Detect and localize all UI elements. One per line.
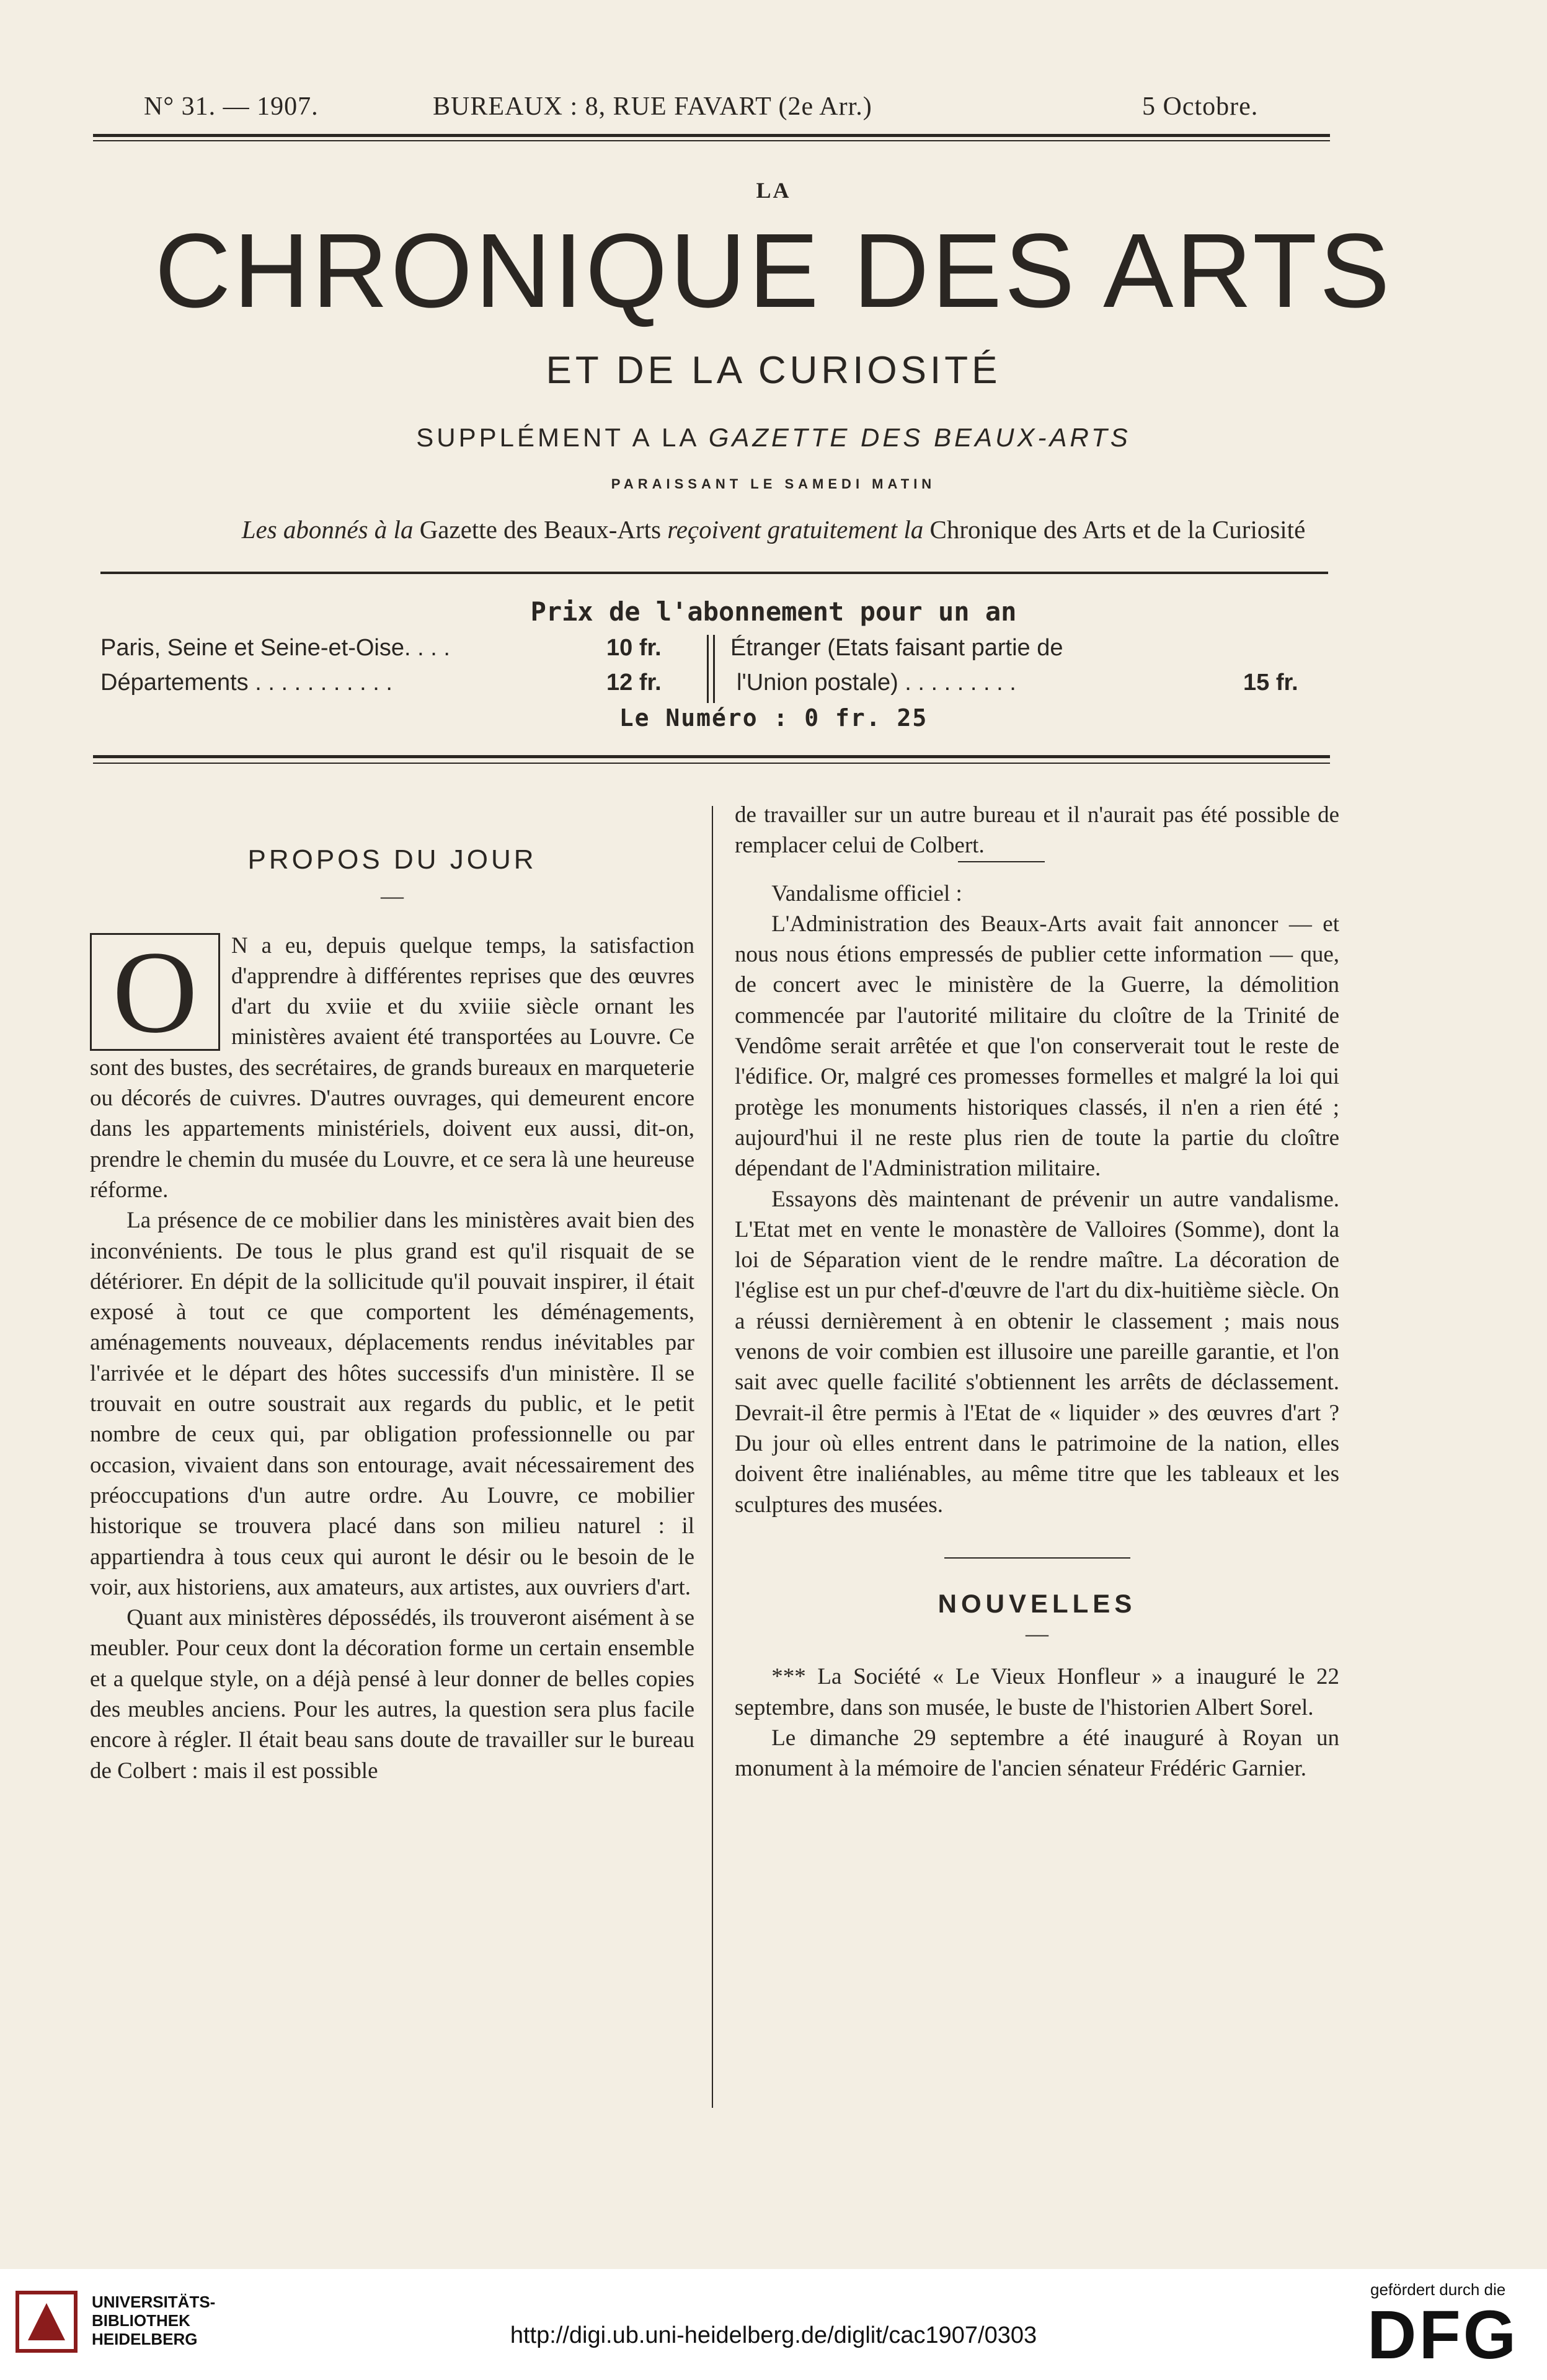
title-article: LA: [756, 178, 791, 203]
article-paragraph-3: Quant aux ministères dépossédés, ils trouveront aisément à se meubler. Pour ceux dont la décoration forme un certain ensemble et a quelque style, on a déjà pensé à leur donner de belles copies des meubles anciens. Pour les autres, la question sera plus facile encore à régler. Il était beau sans doute de travailler sur le bureau de Colbert : mais il est possible: [90, 1605, 694, 1784]
columns-rule-thin: [93, 763, 1330, 764]
columns-rule-thick: [93, 755, 1330, 758]
short-separator: [958, 861, 1045, 862]
dfg-caption: gefördert durch die: [1370, 2280, 1506, 2299]
price-divider-left: [707, 635, 709, 703]
article-paragraph-4: de travailler sur un autre bureau et il n'aurait pas été possible de remplacer celui de Colbert.: [735, 802, 1339, 859]
top-rule-thin: [93, 140, 1330, 141]
price-etranger-line2: l'Union postale) . . . . . . . . .: [737, 670, 1016, 696]
price-etranger-line1: Étranger (Etats faisant partie de: [730, 635, 1063, 661]
masthead-divider: [100, 572, 1328, 574]
ornamental-dropcap: O: [90, 933, 220, 1051]
publication-frequency: PARAISSANT LE SAMEDI MATIN: [611, 476, 936, 492]
price-paris-value: 10 fr.: [606, 635, 662, 661]
single-issue-price: Le Numéro : 0 fr. 25: [619, 704, 928, 732]
issue-number: N° 31. — 1907.: [144, 92, 319, 121]
subscriber-note: Les abonnés à la Gazette des Beaux-Arts reçoivent gratuitement la Chronique des Arts et de la Curiosité: [241, 515, 1306, 544]
top-rule-thick: [93, 134, 1330, 137]
propos-du-jour-heading: PROPOS DU JOUR: [247, 844, 537, 875]
nouvelles-dash: —: [1026, 1621, 1048, 1647]
dfg-logo: DFG: [1367, 2297, 1519, 2373]
column-divider: [712, 806, 713, 2108]
article-paragraph-7: Essayons dès maintenant de prévenir un autre vandalisme. L'Etat met en vente le monastère de Valloires (Somme), dont la loi de Séparation vient de le rendre maître. La décoration de l'église est un pur chef-d'œuvre de l'art du dix-huitième siècle. On a réussi dernièrement à en obtenir le classement ; mais nous venons de voir combien est illusoire une pareille garantie, et l'on sait avec quelle facilité s'obtiennent les arrêts de déclassement. Devrait-il être permis à l'Etat de « liquider » des œuvres d'art ? Du jour où elles entrent dans le patrimoine de la nation, elles doivent être inaliénables, au même titre que les tableaux et les sculptures des musées.: [735, 1186, 1339, 1518]
library-name: UNIVERSITÄTS- BIBLIOTHEK HEIDELBERG: [92, 2293, 216, 2348]
heading-dash: —: [381, 883, 404, 909]
price-paris-label: Paris, Seine et Seine-et-Oise. . . .: [100, 635, 450, 661]
source-url[interactable]: http://digi.ub.uni-heidelberg.de/diglit/cac1907/0303: [510, 2322, 1037, 2348]
news-item-1: *** La Société « Le Vieux Honfleur » a inauguré le 22 septembre, dans son musée, le buste de l'historien Albert Sorel.: [735, 1664, 1339, 1720]
article-paragraph-6: L'Administration des Beaux-Arts avait fait annoncer — et nous nous étions empressés de publier cette information — que, de concert avec le ministère de la Guerre, la démolition commencée par l'autorité militaire du cloître de la Trinité de Vendôme serait arrêtée et que l'on conserverait tout le reste de l'édifice. Or, malgré ces promesses formelles et malgré la loi qui protège les monuments historiques classés, il n'en a rien été ; aujourd'hui il ne reste plus rien de toute la partie du cloître dépendant de l'Administration militaire.: [735, 911, 1339, 1182]
nouvelles-heading: NOUVELLES: [938, 1588, 1137, 1618]
bureaux-address: BUREAUX : 8, RUE FAVART (2e Arr.): [433, 92, 872, 121]
journal-subtitle: ET DE LA CURIOSITÉ: [546, 349, 1001, 392]
price-dept-label: Départements . . . . . . . . . . .: [100, 670, 392, 696]
journal-title: CHRONIQUE DES ARTS: [154, 212, 1393, 330]
issue-date: 5 Octobre.: [1142, 92, 1259, 121]
article-paragraph-2: La présence de ce mobilier dans les ministères avait bien des inconvénients. De tous le plus grand est qu'il risquait de se détériorer. En dépit de la sollicitude qu'il pouvait inspirer, il était exposé à tout ce que comportent les déménagements, aménagements nouveaux, déplacements rendus inévitables par l'arrivée et le départ des hôtes successifs d'un ministère. Il se trouvait en outre soustrait aux regards du public, et le petit nombre de ceux qui, par obligation professionnelle ou par occasion, vivaient dans son entourage, avait nécessairement des préoccupations d'un autre ordre. Au Louvre, ce mobilier historique se trouvera placé dans son milieu naturel : il appartiendra à tous ceux qui auront le désir ou le besoin de le voir, aux historiens, aux amateurs, aux artistes, aux ouvriers d'art.: [90, 1208, 694, 1600]
article-paragraph-1: N a eu, depuis quelque temps, la satisfaction d'apprendre à différentes reprises que des œuvres d'art du xviie et du xviiie siècle ornant les ministères avaient été transportées au Louvre. Ce sont des bustes, des secrétaires, de grands bureaux en marqueterie ou décorés de cuivres. D'autres ouvrages, qui demeurent encore dans les appartements ministériels, doivent eux aussi, dit-on, prendre le chemin du musée du Louvre, et ce sera là une heureuse réforme.: [90, 932, 695, 1203]
price-divider-right: [713, 635, 715, 703]
price-etranger-value: 15 fr.: [1243, 670, 1298, 696]
supplement-line: SUPPLÉMENT A LA GAZETTE DES BEAUX-ARTS: [416, 423, 1131, 452]
article-paragraph-5: Vandalisme officiel :: [771, 880, 962, 906]
subscription-title: Prix de l'abonnement pour un an: [530, 596, 1017, 627]
right-column: [735, 800, 1339, 1784]
news-item-2: Le dimanche 29 septembre a été inauguré à Royan un monument à la mémoire de l'ancien sénateur Frédéric Garnier.: [735, 1725, 1339, 1782]
price-dept-value: 12 fr.: [606, 670, 662, 696]
left-column: [90, 800, 694, 1786]
